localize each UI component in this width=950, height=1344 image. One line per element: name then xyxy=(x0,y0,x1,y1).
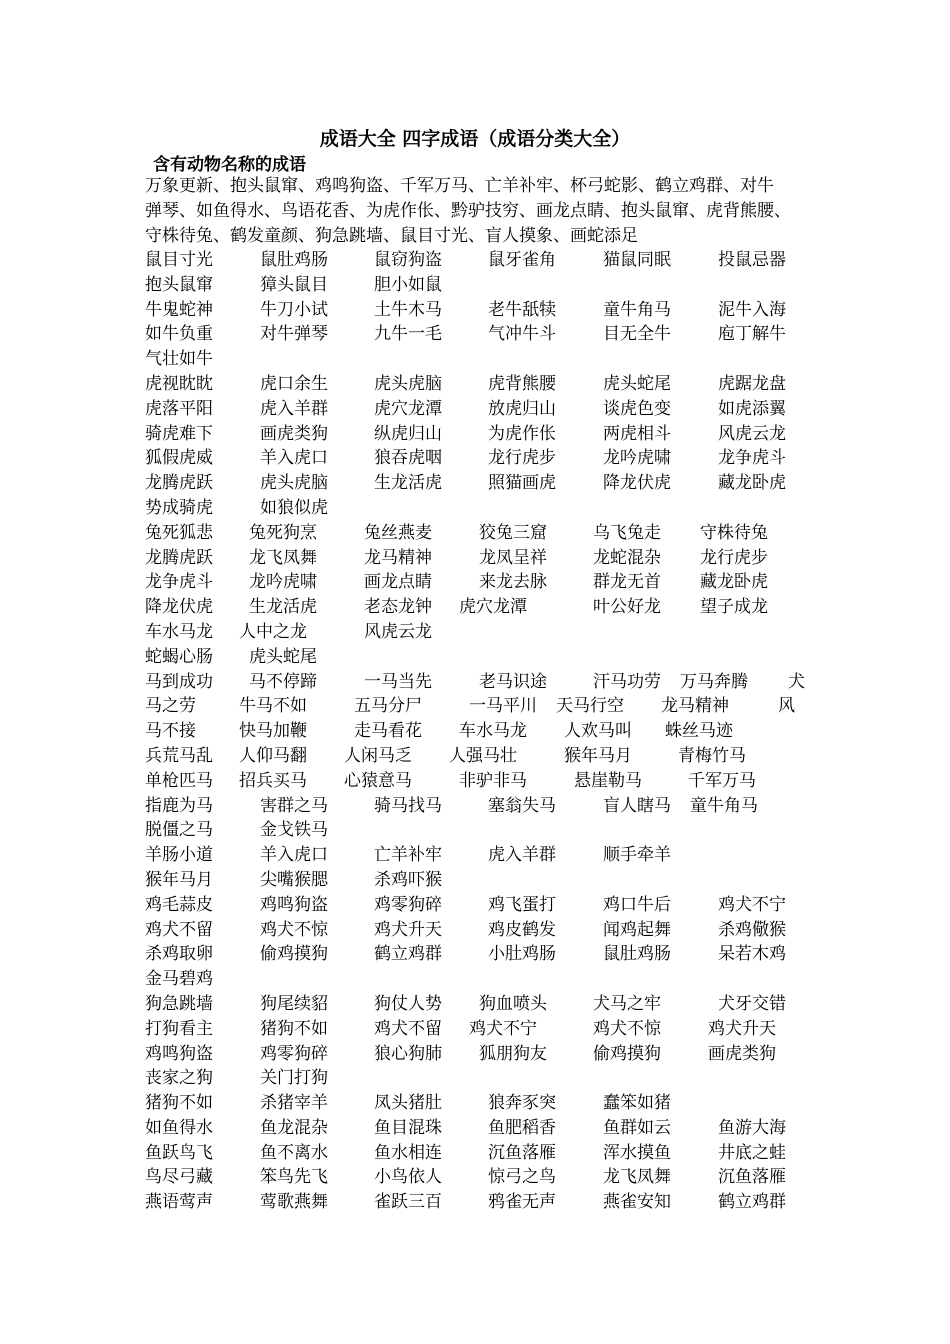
idiom-item: 鸡零狗碎 xyxy=(260,1043,328,1064)
idiom-item: 势成骑虎 xyxy=(145,497,213,518)
idiom-item: 风 xyxy=(778,696,795,717)
idiom-item: 狗血喷头 xyxy=(479,993,547,1014)
idiom-item: 狗仗人势 xyxy=(374,993,442,1014)
idiom-row xyxy=(145,273,845,298)
idiom-item: 泥牛入海 xyxy=(718,299,786,320)
idiom-item: 牛刀小试 xyxy=(260,299,328,320)
idiom-item: 虎穴龙潭 xyxy=(374,398,442,419)
idiom-item: 牛马不如 xyxy=(239,696,307,717)
idiom-row xyxy=(145,645,845,670)
idiom-item: 浑水摸鱼 xyxy=(603,1142,671,1163)
idiom-item: 如虎添翼 xyxy=(718,398,786,419)
idiom-row xyxy=(145,372,845,397)
idiom-item: 燕语莺声 xyxy=(145,1192,213,1213)
idiom-item: 马不接 xyxy=(145,721,196,742)
idiom-row xyxy=(145,1141,845,1166)
idiom-item: 虎视眈眈 xyxy=(145,373,213,394)
idiom-item: 鸡飞蛋打 xyxy=(488,894,556,915)
idiom-item: 万马奔腾 xyxy=(680,671,748,692)
idiom-item: 快马加鞭 xyxy=(239,721,307,742)
idiom-item: 猪狗不如 xyxy=(260,1018,328,1039)
idiom-row xyxy=(145,422,845,447)
idiom-item: 一马当先 xyxy=(364,671,432,692)
idiom-item: 虎踞龙盘 xyxy=(718,373,786,394)
idiom-item: 人强马壮 xyxy=(449,745,517,766)
idiom-item: 关门打狗 xyxy=(260,1068,328,1089)
idiom-item: 鱼群如云 xyxy=(603,1117,671,1138)
idiom-item: 照猫画虎 xyxy=(488,473,556,494)
idiom-row xyxy=(145,1017,845,1042)
idiom-item: 胆小如鼠 xyxy=(374,274,442,295)
idiom-item: 羊入虎口 xyxy=(260,845,328,866)
idiom-item: 鸡口牛后 xyxy=(603,894,671,915)
idiom-row xyxy=(145,298,845,323)
idiom-item: 放虎归山 xyxy=(488,398,556,419)
idiom-item: 虎头蛇尾 xyxy=(603,373,671,394)
idiom-row xyxy=(145,1116,845,1141)
idiom-item: 龙行虎步 xyxy=(700,547,768,568)
idiom-item: 生龙活虎 xyxy=(374,473,442,494)
idiom-row xyxy=(145,1091,845,1116)
idiom-row xyxy=(145,546,845,571)
idiom-item: 龙飞凤舞 xyxy=(603,1167,671,1188)
idiom-item: 一马平川 xyxy=(469,696,537,717)
idiom-item: 降龙伏虎 xyxy=(603,473,671,494)
idiom-item: 车水马龙 xyxy=(145,621,213,642)
idiom-item: 生龙活虎 xyxy=(249,597,317,618)
idiom-item: 虎背熊腰 xyxy=(488,373,556,394)
idiom-item: 鹤立鸡群 xyxy=(718,1192,786,1213)
idiom-item: 投鼠忌器 xyxy=(718,250,786,270)
idiom-row xyxy=(145,719,845,744)
idiom-item: 狗尾续貂 xyxy=(260,993,328,1014)
idiom-item: 塞翁失马 xyxy=(488,795,556,816)
idiom-item: 狼心狗肺 xyxy=(374,1043,442,1064)
idiom-item: 龙马精神 xyxy=(364,547,432,568)
idiom-item: 闻鸡起舞 xyxy=(603,919,671,940)
idiom-item: 如牛负重 xyxy=(145,324,213,345)
idiom-item: 鼠肚鸡肠 xyxy=(603,944,671,965)
idiom-item: 风虎云龙 xyxy=(718,423,786,444)
idiom-item: 招兵买马 xyxy=(239,770,307,791)
idiom-item: 鸡犬不惊 xyxy=(593,1018,661,1039)
idiom-item: 鸡毛蒜皮 xyxy=(145,894,213,915)
idiom-item: 虎头蛇尾 xyxy=(249,646,317,667)
idiom-row xyxy=(145,967,845,992)
idiom-row xyxy=(145,1165,845,1190)
idiom-item: 叶公好龙 xyxy=(593,597,661,618)
idiom-item: 沉鱼落雁 xyxy=(718,1167,786,1188)
idiom-item: 鱼跃鸟飞 xyxy=(145,1142,213,1163)
idiom-item: 走马看花 xyxy=(354,721,422,742)
idiom-item: 老态龙钟 xyxy=(364,597,432,618)
idiom-item: 鼠目寸光 xyxy=(145,250,213,270)
idiom-item: 龙腾虎跃 xyxy=(145,473,213,494)
idiom-row xyxy=(145,1066,845,1091)
idiom-item: 龙吟虎啸 xyxy=(603,448,671,469)
idiom-item: 乌飞兔走 xyxy=(593,522,661,543)
idiom-item: 猫鼠同眠 xyxy=(603,250,671,270)
idiom-item: 蠢笨如猪 xyxy=(603,1093,671,1114)
idiom-row xyxy=(145,769,845,794)
idiom-item: 汗马功劳 xyxy=(593,671,661,692)
idiom-item: 庖丁解牛 xyxy=(718,324,786,345)
idiom-item: 非驴非马 xyxy=(459,770,527,791)
idiom-item: 鱼龙混杂 xyxy=(260,1117,328,1138)
idiom-item: 脱僵之马 xyxy=(145,820,213,841)
idiom-row xyxy=(145,744,845,769)
idiom-item: 鹤立鸡群 xyxy=(374,944,442,965)
idiom-item: 守株待兔 xyxy=(700,522,768,543)
idiom-item: 虎穴龙潭 xyxy=(459,597,527,618)
intro-line: 弹琴、如鱼得水、鸟语花香、为虎作伥、黔驴技穷、画龙点睛、抱头鼠窜、虎背熊腰、 xyxy=(145,200,791,221)
idiom-row xyxy=(145,670,845,695)
idiom-item: 雀跃三百 xyxy=(374,1192,442,1213)
idiom-item: 杀鸡取卵 xyxy=(145,944,213,965)
idiom-item: 沉鱼落雁 xyxy=(488,1142,556,1163)
idiom-item: 杀猪宰羊 xyxy=(260,1093,328,1114)
idiom-item: 偷鸡摸狗 xyxy=(260,944,328,965)
idiom-item: 小鸟依人 xyxy=(374,1167,442,1188)
intro-line: 守株待兔、鹤发童颜、狗急跳墙、鼠目寸光、盲人摸象、画蛇添足 xyxy=(145,225,638,246)
idiom-item: 惊弓之鸟 xyxy=(488,1167,556,1188)
idiom-item: 老牛舐犊 xyxy=(488,299,556,320)
idiom-item: 抱头鼠窜 xyxy=(145,274,213,295)
idiom-item: 笨鸟先飞 xyxy=(260,1167,328,1188)
idiom-item: 鸡零狗碎 xyxy=(374,894,442,915)
idiom-row xyxy=(145,868,845,893)
idiom-item: 龙争虎斗 xyxy=(718,448,786,469)
idiom-item: 鸡犬升天 xyxy=(374,919,442,940)
idiom-item: 马不停蹄 xyxy=(249,671,317,692)
idiom-item: 鸡犬不惊 xyxy=(260,919,328,940)
idiom-row xyxy=(145,992,845,1017)
idiom-item: 蛛丝马迹 xyxy=(665,721,733,742)
idiom-item: 金马碧鸡 xyxy=(145,969,213,990)
idiom-item: 鸡皮鹤发 xyxy=(488,919,556,940)
idiom-item: 呆若木鸡 xyxy=(718,944,786,965)
idiom-row xyxy=(145,521,845,546)
idiom-item: 龙凤呈祥 xyxy=(479,547,547,568)
idiom-row xyxy=(145,918,845,943)
idiom-row xyxy=(145,322,845,347)
idiom-row xyxy=(145,446,845,471)
idiom-item: 害群之马 xyxy=(260,795,328,816)
idiom-item: 兔丝燕麦 xyxy=(364,522,432,543)
idiom-item: 狼奔豕突 xyxy=(488,1093,556,1114)
idiom-row xyxy=(145,347,845,372)
idiom-item: 牛鬼蛇神 xyxy=(145,299,213,320)
idiom-row xyxy=(145,397,845,422)
idiom-item: 鱼目混珠 xyxy=(374,1117,442,1138)
idiom-row xyxy=(145,843,845,868)
idiom-row xyxy=(145,794,845,819)
idiom-item: 犬马之牢 xyxy=(593,993,661,1014)
intro-line: 万象更新、抱头鼠窜、鸡鸣狗盗、千军万马、亡羊补牢、杯弓蛇影、鹤立鸡群、对牛 xyxy=(145,176,774,196)
idiom-item: 羊肠小道 xyxy=(145,845,213,866)
idiom-item: 车水马龙 xyxy=(459,721,527,742)
idiom-item: 虎头虎脑 xyxy=(374,373,442,394)
idiom-item: 天马行空 xyxy=(556,696,624,717)
idiom-row xyxy=(145,620,845,645)
idiom-item: 龙腾虎跃 xyxy=(145,547,213,568)
idiom-item: 悬崖勒马 xyxy=(574,770,642,791)
idiom-item: 凤头猪肚 xyxy=(374,1093,442,1114)
idiom-item: 降龙伏虎 xyxy=(145,597,213,618)
document-title: 成语大全 四字成语（成语分类大全） xyxy=(319,128,631,150)
idiom-item: 金戈铁马 xyxy=(260,820,328,841)
idiom-item: 猴年马月 xyxy=(145,869,213,890)
idiom-item: 青梅竹马 xyxy=(678,745,746,766)
idiom-row xyxy=(145,1190,845,1215)
idiom-item: 气壮如牛 xyxy=(145,349,213,370)
idiom-item: 狐假虎威 xyxy=(145,448,213,469)
idiom-item: 鸡犬升天 xyxy=(708,1018,776,1039)
section-heading: 含有动物名称的成语 xyxy=(153,155,306,175)
idiom-item: 心猿意马 xyxy=(344,770,412,791)
idiom-row xyxy=(145,942,845,967)
idiom-item: 龙飞凤舞 xyxy=(249,547,317,568)
idiom-item: 童牛角马 xyxy=(690,795,758,816)
idiom-item: 莺歌燕舞 xyxy=(260,1192,328,1213)
idiom-item: 羊入虎口 xyxy=(260,448,328,469)
idiom-item: 人仰马翻 xyxy=(239,745,307,766)
idiom-item: 望子成龙 xyxy=(700,597,768,618)
idiom-item: 鱼肥稻香 xyxy=(488,1117,556,1138)
idiom-item: 偷鸡摸狗 xyxy=(593,1043,661,1064)
idiom-item: 画虎类狗 xyxy=(708,1043,776,1064)
intro-paragraph xyxy=(145,174,835,248)
idiom-item: 土牛木马 xyxy=(374,299,442,320)
idiom-item: 小肚鸡肠 xyxy=(488,944,556,965)
idiom-item: 犬 xyxy=(788,671,805,692)
idiom-item: 鸦雀无声 xyxy=(488,1192,556,1213)
idiom-item: 童牛角马 xyxy=(603,299,671,320)
idiom-row xyxy=(145,496,845,521)
idiom-item: 亡羊补牢 xyxy=(374,845,442,866)
idiom-item: 虎入羊群 xyxy=(260,398,328,419)
idiom-item: 龙吟虎啸 xyxy=(249,572,317,593)
idiom-item: 杀鸡吓猴 xyxy=(374,869,442,890)
idiom-item: 鸡犬不留 xyxy=(145,919,213,940)
idiom-item: 九牛一毛 xyxy=(374,324,442,345)
idiom-item: 目无全牛 xyxy=(603,324,671,345)
idiom-item: 龙争虎斗 xyxy=(145,572,213,593)
idiom-item: 虎入羊群 xyxy=(488,845,556,866)
idiom-item: 如狼似虎 xyxy=(260,497,328,518)
idiom-item: 鸡鸣狗盗 xyxy=(260,894,328,915)
idiom-item: 狗急跳墙 xyxy=(145,993,213,1014)
idiom-item: 人欢马叫 xyxy=(564,721,632,742)
idiom-item: 狐朋狗友 xyxy=(479,1043,547,1064)
idiom-item: 气冲牛斗 xyxy=(488,324,556,345)
idiom-item: 画虎类狗 xyxy=(260,423,328,444)
idiom-item: 丧家之狗 xyxy=(145,1068,213,1089)
idiom-item: 鸡犬不留 xyxy=(374,1018,442,1039)
idiom-item: 风虎云龙 xyxy=(364,621,432,642)
idiom-item: 龙蛇混杂 xyxy=(593,547,661,568)
idiom-item: 兵荒马乱 xyxy=(145,745,213,766)
idiom-item: 虎落平阳 xyxy=(145,398,213,419)
idiom-row xyxy=(145,570,845,595)
idiom-row xyxy=(145,694,845,719)
idiom-item: 虎口余生 xyxy=(260,373,328,394)
idiom-row xyxy=(145,471,845,496)
idiom-item: 燕雀安知 xyxy=(603,1192,671,1213)
idiom-item: 人中之龙 xyxy=(239,621,307,642)
idiom-item: 老马识途 xyxy=(479,671,547,692)
idiom-item: 鱼不离水 xyxy=(260,1142,328,1163)
idiom-item: 为虎作伥 xyxy=(488,423,556,444)
idiom-item: 龙行虎步 xyxy=(488,448,556,469)
idiom-item: 纵虎归山 xyxy=(374,423,442,444)
idiom-item: 藏龙卧虎 xyxy=(718,473,786,494)
idiom-item: 鸟尽弓藏 xyxy=(145,1167,213,1188)
idiom-item: 猪狗不如 xyxy=(145,1093,213,1114)
idiom-row xyxy=(145,893,845,918)
idiom-item: 鸡鸣狗盗 xyxy=(145,1043,213,1064)
idiom-item: 狼吞虎咽 xyxy=(374,448,442,469)
idiom-item: 鸡犬不宁 xyxy=(718,894,786,915)
idiom-item: 如鱼得水 xyxy=(145,1117,213,1138)
idiom-item: 獐头鼠目 xyxy=(260,274,328,295)
idiom-item: 骑马找马 xyxy=(374,795,442,816)
idiom-item: 顺手牵羊 xyxy=(603,845,671,866)
idiom-item: 千军万马 xyxy=(688,770,756,791)
idiom-row xyxy=(145,248,845,273)
idiom-list xyxy=(145,248,845,1215)
idiom-item: 猴年马月 xyxy=(564,745,632,766)
idiom-item: 马到成功 xyxy=(145,671,213,692)
idiom-item: 指鹿为马 xyxy=(145,795,213,816)
idiom-row xyxy=(145,818,845,843)
idiom-item: 犬牙交错 xyxy=(718,993,786,1014)
idiom-item: 谈虎色变 xyxy=(603,398,671,419)
idiom-item: 鼠肚鸡肠 xyxy=(260,250,328,270)
idiom-item: 狡兔三窟 xyxy=(479,522,547,543)
idiom-item: 鱼水相连 xyxy=(374,1142,442,1163)
idiom-item: 虎头虎脑 xyxy=(260,473,328,494)
idiom-item: 单枪匹马 xyxy=(145,770,213,791)
idiom-item: 尖嘴猴腮 xyxy=(260,869,328,890)
idiom-item: 盲人瞎马 xyxy=(603,795,671,816)
idiom-item: 兔死狐悲 xyxy=(145,522,213,543)
idiom-row xyxy=(145,1042,845,1067)
idiom-item: 杀鸡儆猴 xyxy=(718,919,786,940)
idiom-item: 鱼游大海 xyxy=(718,1117,786,1138)
idiom-item: 鸡犬不宁 xyxy=(469,1018,537,1039)
idiom-item: 骑虎难下 xyxy=(145,423,213,444)
idiom-item: 群龙无首 xyxy=(593,572,661,593)
idiom-item: 对牛弹琴 xyxy=(260,324,328,345)
idiom-item: 蛇蝎心肠 xyxy=(145,646,213,667)
idiom-item: 人闲马乏 xyxy=(344,745,412,766)
idiom-item: 打狗看主 xyxy=(145,1018,213,1039)
idiom-row xyxy=(145,595,845,620)
idiom-item: 鼠窃狗盗 xyxy=(374,250,442,270)
idiom-item: 藏龙卧虎 xyxy=(700,572,768,593)
idiom-item: 兔死狗烹 xyxy=(249,522,317,543)
idiom-item: 两虎相斗 xyxy=(603,423,671,444)
idiom-item: 来龙去脉 xyxy=(479,572,547,593)
idiom-item: 鼠牙雀角 xyxy=(488,250,556,270)
idiom-item: 井底之蛙 xyxy=(718,1142,786,1163)
idiom-item: 马之劳 xyxy=(145,696,196,717)
idiom-item: 龙马精神 xyxy=(661,696,729,717)
idiom-item: 画龙点睛 xyxy=(364,572,432,593)
idiom-item: 五马分尸 xyxy=(354,696,422,717)
